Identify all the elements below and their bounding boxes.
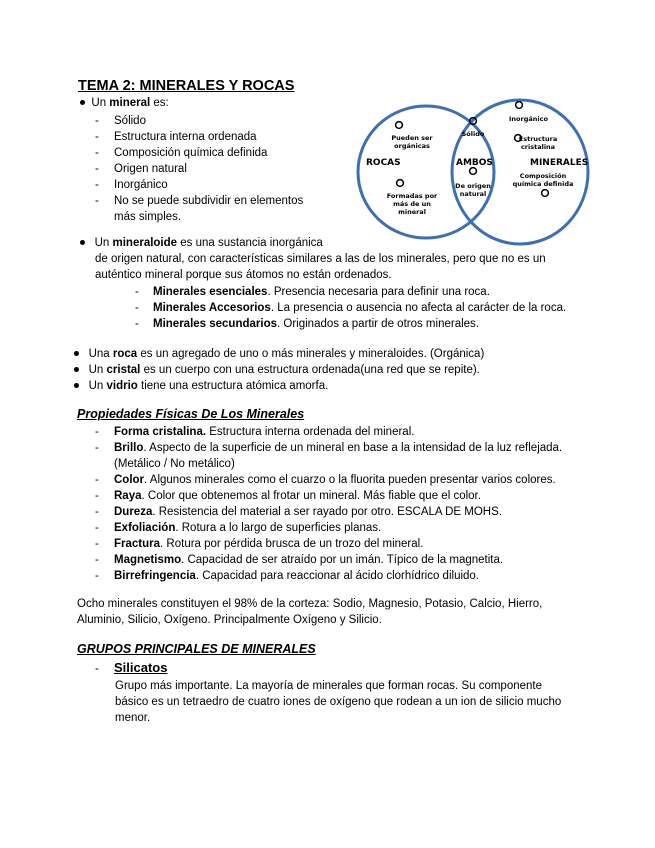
- bullet-icon: [80, 240, 85, 245]
- list-item: - Magnetismo. Capacidad de ser atraído por un imán. Típico de la magnetita.: [95, 554, 504, 566]
- venn-right-mid-2: cristalina: [520, 143, 556, 151]
- venn-right-top: Inorgánico: [509, 115, 548, 123]
- definitions-list: [74, 346, 484, 394]
- list-item: - Fractura. Rotura por pérdida brusca de un trozo del mineral.: [95, 538, 424, 550]
- list-item: - Sólido: [95, 115, 146, 127]
- bullet-icon: [80, 100, 85, 105]
- silicatos-description: [115, 678, 561, 726]
- list-item: - Minerales Accesorios. La presencia o ausencia no afecta al carácter de la roca.: [135, 302, 567, 314]
- marker-icon: [396, 122, 403, 129]
- mineraloide-line1: Un mineraloide es una sustancia inorgánica: [80, 237, 323, 249]
- propiedades-list: [95, 424, 562, 584]
- venn-left-top-1: Pueden ser: [391, 134, 433, 142]
- venn-left-bottom-1: Formadas por: [386, 192, 438, 200]
- list-item: - Composición química definida: [95, 147, 268, 159]
- marker-icon: [470, 168, 477, 175]
- list-item: - Minerales secundarios. Originados a partir de otros minerales.: [135, 318, 479, 330]
- venn-center-top: Sólido: [461, 130, 485, 138]
- list-item: - Brillo. Aspecto de la superficie de un mineral en base a la intensidad de la luz reflejada.: [95, 442, 563, 454]
- list-item: - Forma cristalina. Estructura interna ordenada del mineral.: [95, 426, 415, 438]
- venn-center-bottom-2: natural: [459, 190, 487, 198]
- mineral-properties-list: [95, 113, 303, 225]
- venn-left-label: ROCAS: [366, 158, 401, 168]
- list-item: - Birrefringencia. Capacidad para reaccionar al ácido clorhídrico diluido.: [95, 570, 479, 582]
- paragraph-line: básico es un tetraedro de cuatro iones de oxígeno que rodean a un ion de silicio mucho: [115, 696, 562, 708]
- page-title: TEMA 2: MINERALES Y ROCAS: [78, 78, 295, 94]
- list-item: - Color. Algunos minerales como el cuarzo o la fluorita pueden presentar varios colores.: [95, 474, 556, 486]
- ocho-minerales-line2: Aluminio, Silicio, Oxígeno. Principalmente Oxígeno y Silicio.: [77, 614, 382, 626]
- venn-left-top-2: orgánicas: [394, 142, 430, 150]
- list-item: - Origen natural: [95, 163, 187, 175]
- venn-left-bottom-3: mineral: [398, 208, 426, 216]
- list-item: - Raya. Color que obtenemos al frotar un mineral. Más fiable que el color.: [95, 490, 481, 502]
- venn-center-label: AMBOS: [456, 158, 493, 168]
- mineraloide-line2: de origen natural, con características similares a las de los minerales, pero que no es un: [95, 253, 546, 265]
- venn-right-bottom-1: Composición: [519, 172, 567, 180]
- list-item: - Minerales esenciales. Presencia necesaria para definir una roca.: [135, 286, 490, 298]
- marker-icon: [397, 180, 404, 187]
- venn-right-bottom-2: química definida: [512, 180, 574, 188]
- list-item: - Dureza. Resistencia del material a ser rayado por otro. ESCALA DE MOHS.: [95, 506, 502, 518]
- list-item: - Estructura interna ordenada: [95, 131, 257, 143]
- list-item: - Exfoliación. Rotura a lo largo de superficies planas.: [95, 522, 382, 534]
- paragraph-line: Grupo más importante. La mayoría de minerales que forman rocas. Su componente: [115, 680, 542, 692]
- paragraph-line: menor.: [115, 712, 151, 724]
- mineraloide-types-list: [135, 284, 566, 332]
- mineral-definition: Un mineral es:: [80, 97, 169, 109]
- list-item: - Inorgánico: [95, 179, 168, 191]
- venn-right-label: MINERALES: [530, 158, 589, 168]
- marker-icon: [542, 190, 549, 197]
- section-heading-propiedades: Propiedades Físicas De Los Minerales: [77, 407, 305, 421]
- list-item: más simples.: [114, 211, 182, 223]
- rocas-circle: [358, 106, 494, 238]
- list-item: Un cristal es un cuerpo con una estructura ordenada(una red que se repite).: [74, 362, 484, 378]
- marker-icon: [516, 102, 523, 109]
- list-item: Un vidrio tiene una estructura atómica amorfa.: [74, 378, 484, 394]
- list-item: - No se puede subdividir en elementos: [95, 195, 304, 207]
- ocho-minerales-line1: Ocho minerales constituyen el 98% de la corteza: Sodio, Magnesio, Potasio, Calcio, Hierro,: [77, 598, 543, 610]
- venn-diagram: [355, 92, 595, 267]
- venn-left-bottom-2: más de un: [393, 200, 431, 208]
- list-item: (Metálico / No metálico): [114, 458, 235, 470]
- list-item: Una roca es un agregado de uno o más minerales y mineraloides. (Orgánica): [74, 346, 484, 362]
- mineraloide-line3: auténtico mineral porque sus átomos no están ordenados.: [95, 269, 392, 281]
- venn-right-mid-1: Estructura: [518, 135, 558, 143]
- silicatos-title: - Silicatos: [95, 660, 168, 675]
- section-heading-grupos: GRUPOS PRINCIPALES DE MINERALES: [77, 642, 316, 656]
- venn-center-bottom-1: De origen: [455, 182, 491, 190]
